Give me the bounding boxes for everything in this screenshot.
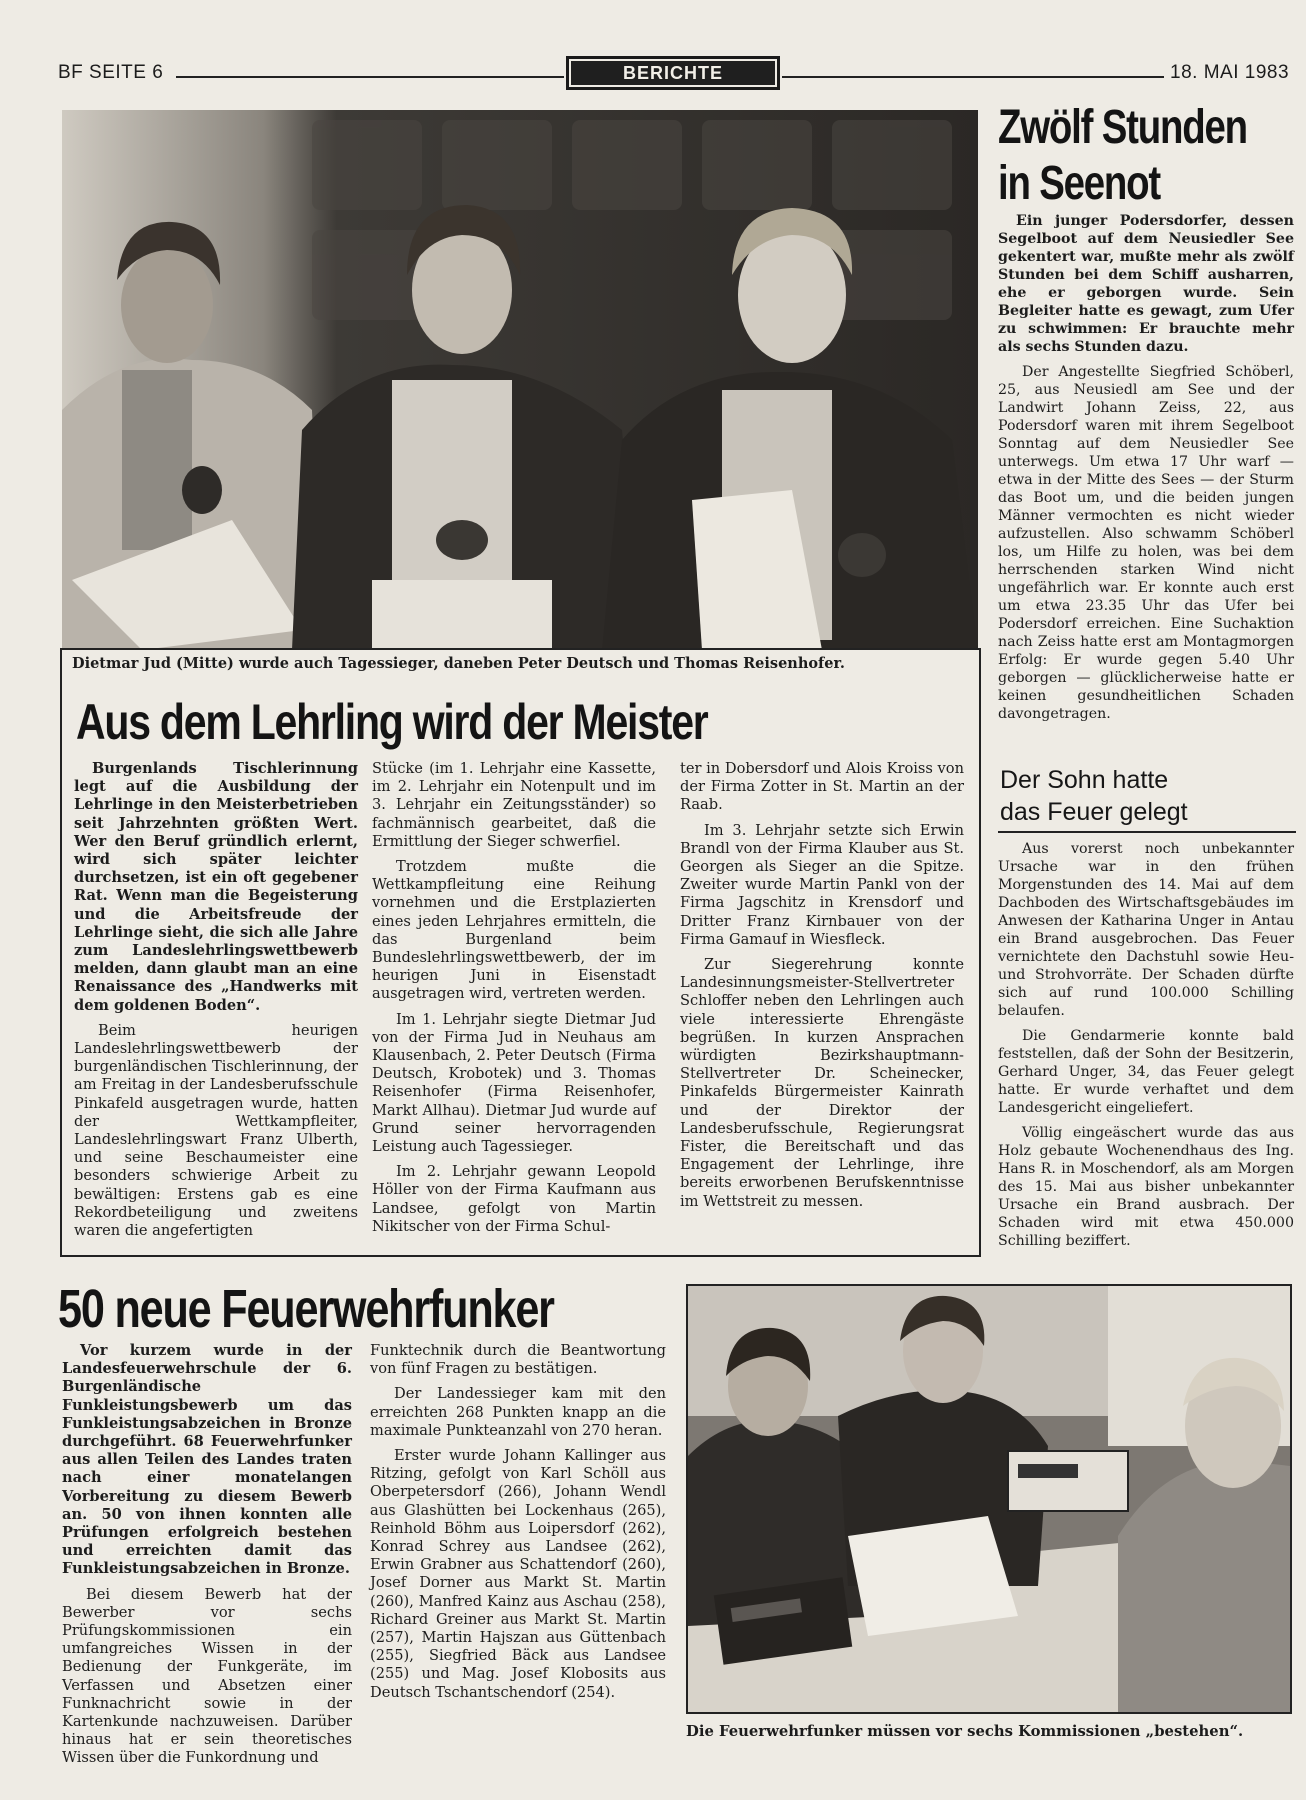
funker-col2-paragraph-0: Funktechnik durch die Beantwortung von fünf Fragen zu bestätigen. xyxy=(370,1342,666,1378)
photo2-caption: Die Feuerwehrfunker müssen vor sechs Kommissionen „bestehen“. xyxy=(686,1723,1244,1740)
seenot-lead: Ein junger Podersdorfer, dessen Segelboot auf dem Neusiedler See gekentert war, mußte mehr als zwölf Stunden bei dem Schiff ausharren, ehe er geborgen wurde. Sein Begleiter hatte es gewagt, zum Ufer zu schwimmen: Er brauchte mehr als sechs Stunden dazu. xyxy=(998,213,1294,355)
ressort-badge xyxy=(566,56,780,90)
ressort-label: BERICHTE xyxy=(571,61,775,85)
lehrling-col3-paragraph-0: ter in Dobersdorf und Alois Kroiss von der Firma Zotter in St. Martin an der Raab. xyxy=(680,760,964,814)
feuer-headline-line-2: das Feuer gelegt xyxy=(1000,798,1188,826)
funker-col1-paragraph: Bei diesem Bewerb hat der Bewerber vor sechs Prüfungskommissionen ein umfangreiches Wissen in der Bedienung der Funkgeräte, im Verfassen und Absetzen einer Funknachricht sowie in der Kartenkunde nachzuweisen. Darüber hinaus hat er sein theoretisches Wissen über die Funkordnung und xyxy=(62,1585,352,1767)
feuer-paragraph-2: Die Gendarmerie konnte bald feststellen, daß der Sohn der Besitzerin, Gerhard Unger, 34, das Feuer gelegt hatte. Er wurde verhaftet und dem Landesgericht eingeliefert. xyxy=(998,1028,1294,1116)
lehrling-col2-paragraph-2: Trotzdem mußte die Wettkampfleitung eine Reihung vornehmen und die Erstplazierten eines jeden Lehrjahres ermitteln, die das Burgenland beim Bundeslehrlingswettbewerb, der im heurigen Juni in Eisenstadt ausgetragen wird, vertreten werden. xyxy=(372,858,656,1003)
issue-date: 18. MAI 1983 xyxy=(1170,62,1290,83)
lehrling-col2-paragraph-4: Im 2. Lehrjahr gewann Leopold Höller von der Firma Kaufmann aus Landsee, gefolgt von Martin Nikitscher von der Firma Schul- xyxy=(372,1163,656,1235)
radio-operators-photo xyxy=(686,1284,1292,1714)
page-number: BF SEITE 6 xyxy=(58,62,164,83)
feuer-paragraph-3: Völlig eingeäschert wurde das aus Holz gebaute Wochenendhaus des Ing. Hans R. in Moschendorf, als am Morgen des 15. Mai aus bisher unbekannter Ursache ein Brand ausbrach. Der Schaden wird mit etwa 450.000 Schilling beziffert. xyxy=(998,1125,1294,1249)
header-rule-left xyxy=(176,76,564,78)
feuer-headline-line-1: Der Sohn hatte xyxy=(1000,766,1169,794)
seenot-article-body xyxy=(998,212,1294,747)
feuer-article-body xyxy=(998,840,1294,1270)
lehrling-column-1 xyxy=(74,760,358,1250)
lehrling-col1-paragraph: Beim heurigen Landeslehrlingswettbewerb der burgenländischen Tischlerinnung, der am Freitag in der Landesberufsschule Pinkafeld ausgetragen wurde, hatten der Wettkampfleiter, Landeslehrlingswart Franz Ulberth, und seine Beschaumeister eine besonders schwierige Arbeit zu bewältigen: Erstens gab es eine Rekordbeteiligung und zweitens waren die angefertigten xyxy=(74,1021,358,1240)
photo1-caption: Dietmar Jud (Mitte) wurde auch Tagessieger, daneben Peter Deutsch und Thomas Reisenhofer. xyxy=(72,655,845,672)
seenot-headline-line-2: in Seenot xyxy=(998,157,1161,210)
funker-lead: Vor kurzem wurde in der Landesfeuerwehrschule der 6. Burgenländische Funkleistungsbewerb um das Funkleistungsabzeichen in Bronze durchgeführt. 68 Feuerwehrfunker aus allen Teilen des Landes traten nach einer monatelangen Vorbereitung zu diesem Bewerb an. 50 von ihnen konnten alle Prüfungen erfolgreich bestehen und erreichten damit das Funkleistungsabzeichen in Bronze. xyxy=(62,1342,352,1578)
funker-headline: 50 neue Feuerwehrfunker xyxy=(58,1279,554,1339)
apprentices-photo xyxy=(62,110,978,650)
seenot-paragraph: Der Angestellte Siegfried Schöberl, 25, aus Neusiedl am See und der Landwirt Johann Zeiss, 22, aus Podersdorf waren mit ihrem Segelboot Sonntag auf dem Neusiedler See unterwegs. Um etwa 17 Uhr warf — etwa in der Mitte des Sees — der Sturm das Boot um, und die beiden jungen Männer vermochten es nicht wieder aufzustellen. Also schwamm Schöberl los, um Hilfe zu holen, was bei dem herrschenden starken Wind nicht ungefährlich war. Er konnte auch erst um etwa 23.35 Uhr das Ufer bei Podersdorf erreichen. Eine Suchaktion nach Zeiss hatte erst am Montagmorgen Erfolg: Er wurde gegen 5.40 Uhr geborgen — glücklicherweise hatte er keinen gesundheitlichen Schaden davongetragen. xyxy=(998,364,1294,722)
lehrling-col2-paragraph-3: Im 1. Lehrjahr siegte Dietmar Jud von der Firma Jud in Neuhaus am Klausenbach, 2. Peter Deutsch (Firma Deutsch, Krobotek) und 3. Thomas Reisenhofer (Firma Reisenhofer, Markt Allhau). Dietmar Jud wurde auf Grund seiner hervorragenden Leistung auch Tagessieger. xyxy=(372,1010,656,1156)
radio-operators-photo-graphic xyxy=(688,1286,1290,1712)
funker-column-2 xyxy=(370,1342,666,1742)
feuer-paragraph-1: Aus vorerst noch unbekannter Ursache war in den frühen Morgenstunden des 14. Mai auf dem Dachboden des Wirtschaftsgebäudes im Anwesen der Katharina Unger in Antau ein Brand ausgebrochen. Das Feuer vernichtete den Dachstuhl sowie Heu- und Strohvorräte. Der Schaden dürfte sich auf rund 100.000 Schilling belaufen. xyxy=(998,841,1294,1019)
header-rule-right xyxy=(782,76,1164,78)
lehrling-headline: Aus dem Lehrling wird der Meister xyxy=(76,694,708,750)
funker-col2-paragraph-1: Der Landessieger kam mit den erreichten 268 Punkten knapp an die maximale Punkteanzahl von 270 heran. xyxy=(370,1385,666,1439)
apprentices-photo-graphic xyxy=(62,110,978,650)
lehrling-column-3 xyxy=(680,760,964,1250)
funker-column-1 xyxy=(62,1342,352,1767)
lehrling-col2-paragraph-1: Stücke (im 1. Lehrjahr eine Kassette, im 2. Lehrjahr ein Notenpult und im 3. Lehrjahr ein Zeitungsständer) so fachmännisch gearbeitet, daß die Ermittlung der Sieger schwerfiel. xyxy=(372,760,656,850)
lehrling-column-2 xyxy=(372,760,656,1250)
funker-col2-paragraph-2: Erster wurde Johann Kallinger aus Ritzing, gefolgt von Karl Schöll aus Oberpetersdorf (266), Johann Wendl aus Glashütten bei Lockenhaus (265), Reinhold Böhm aus Loipersdorf (262), Konrad Schrey aus Landsee (262), Erwin Grabner aus Schattendorf (260), Josef Dorner aus Markt St. Martin (260), Manfred Kainz aus Aschau (258), Richard Greiner aus Markt St. Martin (257), Martin Hajszan aus Güttenbach (255), Siegfried Bäck aus Landsee (255) und Mag. Josef Klobosits aus Deutsch Tschantschendorf (254). xyxy=(370,1447,666,1701)
lehrling-lead: Burgenlands Tischlerinnung legt auf die Ausbildung der Lehrlinge in den Meisterbetrieben seit Jahrzehnten größten Wert. Wer den Beruf gründlich erlernt, wird sich später leichter durchsetzen, ist ein oft gegebener Rat. Wenn man die Begeisterung und die Arbeitsfreude der Lehrlinge sieht, die sich alle Jahre zum Landeslehrlingswettbewerb melden, dann glaubt man an eine Renaissance des „Handwerks mit dem goldenen Boden“. xyxy=(74,760,358,1014)
lehrling-col3-paragraph-1: Im 3. Lehrjahr setzte sich Erwin Brandl von der Firma Klauber aus St. Georgen als Sieger an die Spitze. Zweiter wurde Martin Pankl von der Firma Jagschitz in Krensdorf und Dritter Franz Kirnbauer von der Firma Gamauf in Wiesfleck. xyxy=(680,821,964,948)
feuer-headline-rule xyxy=(998,831,1296,833)
lehrling-col3-paragraph-2: Zur Siegerehrung konnte Landesinnungsmeister-Stellvertreter Schloffer neben den Lehrlingen auch viele interessierte Ehrengäste begrüßen. In kurzen Ansprachen würdigten Bezirkshauptmann-Stellvertreter Dr. Scheinecker, Pinkafelds Bürgermeister Kainrath und der Direktor der Landesberufsschule, Regierungsrat Fister, die Bereitschaft und das Engagement der Lehrlinge, ihre bereits erworbenen Berufskenntnisse im Wettstreit zu messen. xyxy=(680,956,964,1210)
seenot-headline-line-1: Zwölf Stunden xyxy=(998,101,1247,154)
